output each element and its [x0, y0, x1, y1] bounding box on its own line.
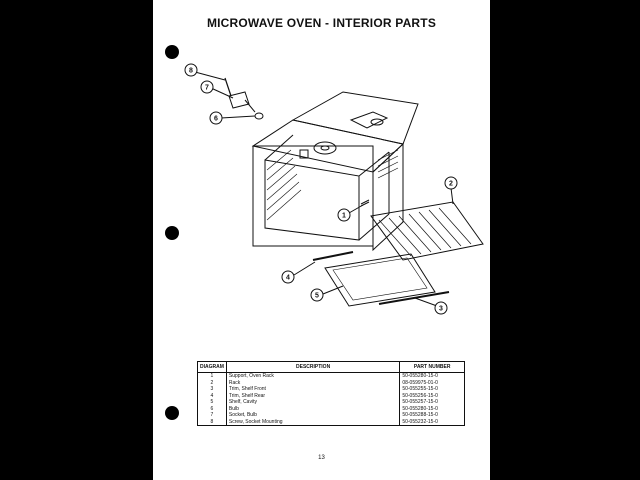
callout-6-label: 6	[214, 115, 218, 123]
cell-description: Trim, Shelf Front	[226, 386, 399, 393]
header-part-number: PART NUMBER	[400, 362, 465, 373]
parts-table	[197, 361, 465, 426]
cell-diagram: 2	[198, 380, 227, 387]
callout-4-label: 4	[286, 274, 290, 282]
callout-7-label: 7	[205, 84, 209, 92]
cell-part-number: 50-055232-15-0	[400, 419, 465, 426]
cell-description: Shelf, Cavity	[226, 399, 399, 406]
cell-part-number: 08-059975-01-0	[400, 380, 465, 387]
mounting-screw	[225, 78, 231, 96]
callout-3-label: 3	[439, 305, 443, 313]
binder-hole-bottom	[165, 406, 179, 420]
callout-2-label: 2	[449, 180, 453, 188]
cell-diagram: 4	[198, 393, 227, 400]
cell-description: Support, Oven Rack	[226, 373, 399, 380]
page-title: MICROWAVE OVEN - INTERIOR PARTS	[206, 16, 437, 30]
cell-part-number: 50-055288-15-0	[400, 412, 465, 419]
header-diagram: DIAGRAM	[198, 362, 227, 373]
cell-diagram: 1	[198, 373, 227, 380]
header-description: DESCRIPTION	[226, 362, 399, 373]
shelf-rear-trim	[313, 252, 353, 260]
callout-8-label: 8	[189, 67, 193, 75]
cell-diagram: 3	[198, 386, 227, 393]
cell-part-number: 50-055256-15-0	[400, 393, 465, 400]
bulb	[255, 113, 263, 119]
cell-description: Rack	[226, 380, 399, 387]
manual-page	[153, 0, 490, 480]
cavity-interior	[265, 160, 359, 240]
table-row	[198, 419, 465, 426]
cell-part-number: 50-055280-15-0	[400, 373, 465, 380]
exploded-parts-diagram	[153, 0, 490, 360]
oven-rack	[371, 202, 483, 260]
cell-diagram: 5	[198, 399, 227, 406]
cell-part-number: 50-055280-15-0	[400, 406, 465, 413]
cell-description: Socket, Bulb	[226, 412, 399, 419]
stirrer-cover	[314, 142, 336, 154]
cell-diagram: 8	[198, 419, 227, 426]
cell-diagram: 7	[198, 412, 227, 419]
page-number: 13	[318, 455, 325, 461]
bulb-socket	[229, 92, 249, 108]
cell-part-number: 50-055257-15-0	[400, 399, 465, 406]
callout-5-label: 5	[315, 292, 319, 300]
cavity-right-side	[373, 144, 403, 250]
table-header-row	[198, 362, 465, 373]
rack-support	[361, 200, 369, 204]
cell-description: Bulb	[226, 406, 399, 413]
callout-1-label: 1	[342, 212, 346, 220]
cell-description: Trim, Shelf Rear	[226, 393, 399, 400]
cell-diagram: 6	[198, 406, 227, 413]
cell-description: Screw, Socket Mounting	[226, 419, 399, 426]
table-row	[198, 373, 465, 380]
cell-part-number: 50-055255-15-0	[400, 386, 465, 393]
